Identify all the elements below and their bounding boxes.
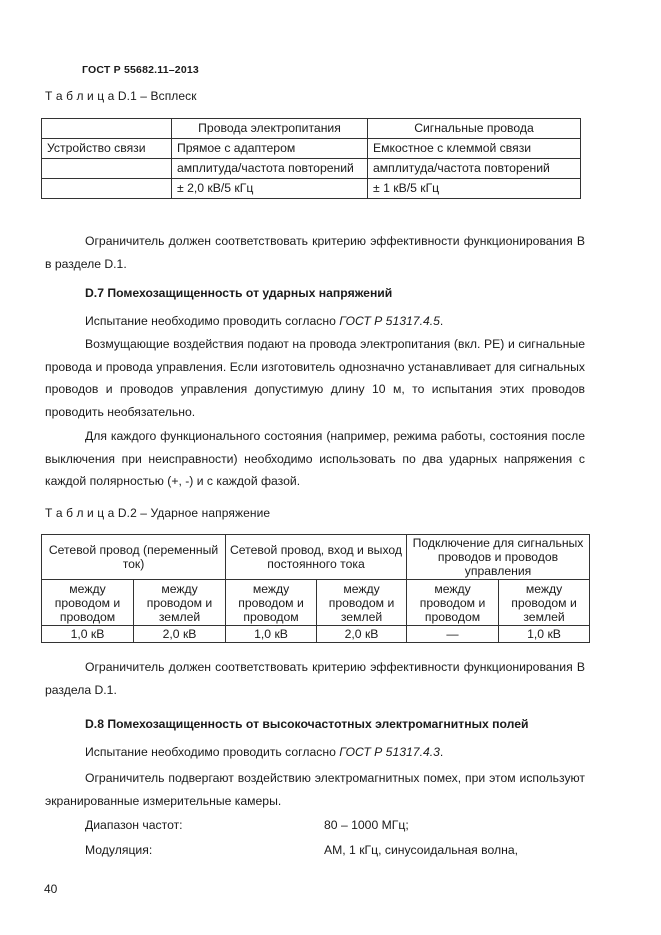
column-group-dc-mains: Сетевой провод, вход и выход постоянного тока (226, 535, 407, 580)
value-cell: 2,0 кВ (317, 626, 407, 643)
text-fragment: Испытание необходимо проводить согласно (85, 745, 340, 759)
paragraph-d8-test-standard (45, 741, 585, 764)
table-cell: ± 1 кВ/5 кГц (368, 179, 581, 199)
text-fragment: . (439, 314, 444, 328)
standard-reference: ГОСТ Р 51317.4.3 (339, 745, 440, 759)
subheader-wire-to-ground: между проводом и землей (317, 580, 407, 626)
table-row (42, 119, 581, 139)
subheader-wire-to-ground: между проводом и землей (499, 580, 590, 626)
document-header: ГОСТ Р 55682.11–2013 (82, 64, 199, 76)
standard-reference: ГОСТ Р 51317.4.5 (339, 314, 440, 328)
value-cell: 2,0 кВ (134, 626, 226, 643)
table-row (42, 179, 581, 199)
section-heading-d8: D.8 Помехозащищенность от высокочастотных электромагнитных полей (85, 717, 529, 731)
table-cell: Прямое с адаптером (172, 139, 368, 159)
subheader-wire-to-wire: между проводом и проводом (226, 580, 317, 626)
frequency-range-label: Диапазон частот: (85, 818, 183, 832)
table-row (42, 626, 590, 643)
table-cell: ± 2,0 кВ/5 кГц (172, 179, 368, 199)
table-impulse-voltage (41, 534, 590, 643)
paragraph-criterion-1: Ограничитель должен соответствовать критерию эффективности функционирования B в разделе D.1. (45, 234, 585, 271)
table-row (42, 159, 581, 179)
table-cell: Емкостное с клеммой связи (368, 139, 581, 159)
subheader-wire-to-ground: между проводом и землей (134, 580, 226, 626)
text-fragment: . (439, 745, 444, 759)
paragraph-d7-functional-state: Для каждого функционального состояния (например, режима работы, состояния после выключения при неисправности) необходимо использовать по два ударных напряжения с каждой полярностью (+, -) и с каждой фазой. (45, 429, 585, 489)
page-number: 40 (44, 882, 58, 896)
frequency-range-value: 80 – 1000 МГц; (324, 818, 409, 832)
table-cell: амплитуда/частота повторений (172, 159, 368, 179)
text-fragment: Испытание необходимо проводить согласно (85, 314, 340, 328)
paragraph-d7-test-standard (45, 310, 585, 333)
value-cell: — (407, 626, 499, 643)
subheader-wire-to-wire: между проводом и проводом (407, 580, 499, 626)
value-cell: 1,0 кВ (499, 626, 590, 643)
table1-caption-title: D.1 – Всплеск (117, 89, 197, 103)
paragraph-d7-disturbances: Возмущающие воздействия подают на провода электропитания (вкл. PE) и сигнальные провода и провода управления. Если изготовитель однозначно устанавливает для сигнальных проводов и проводов управления допустимую длину 10 м, то испытания этих проводов проводить необязательно. (45, 337, 585, 419)
table-cell (42, 179, 172, 199)
table1-caption (45, 89, 197, 103)
table2-caption-title: D.2 – Ударное напряжение (117, 506, 271, 520)
table2-caption (45, 506, 270, 520)
modulation-label: Модуляция: (85, 843, 153, 857)
column-group-ac-mains: Сетевой провод (переменный ток) (42, 535, 226, 580)
subheader-wire-to-wire: между проводом и проводом (42, 580, 134, 626)
value-cell: 1,0 кВ (42, 626, 134, 643)
column-header-power: Провода электропитания (172, 119, 368, 139)
table-cell (42, 119, 172, 139)
table2-caption-prefix: Т а б л и ц а (45, 506, 115, 520)
column-header-signal: Сигнальные провода (368, 119, 581, 139)
column-group-signal-control: Подключение для сигнальных проводов и проводов управления (407, 535, 590, 580)
row-header-coupling: Устройство связи (42, 139, 172, 159)
value-cell: 1,0 кВ (226, 626, 317, 643)
section-heading-d7: D.7 Помехозащищенность от ударных напряжений (85, 286, 393, 300)
table-cell: амплитуда/частота повторений (368, 159, 581, 179)
table-surge (41, 118, 581, 199)
table-cell (42, 159, 172, 179)
table-row (42, 580, 590, 626)
modulation-value: AM, 1 кГц, синусоидальная волна, (324, 843, 519, 857)
table-row (42, 139, 581, 159)
paragraph-d8-em-exposure: Ограничитель подвергают воздействию электромагнитных помех, при этом используют экранированные измерительные камеры. (45, 771, 585, 808)
table-row (42, 535, 590, 580)
paragraph-criterion-2: Ограничитель должен соответствовать критерию эффективности функционирования B раздела D.1. (45, 660, 585, 697)
table1-caption-prefix: Т а б л и ц а (45, 89, 115, 103)
